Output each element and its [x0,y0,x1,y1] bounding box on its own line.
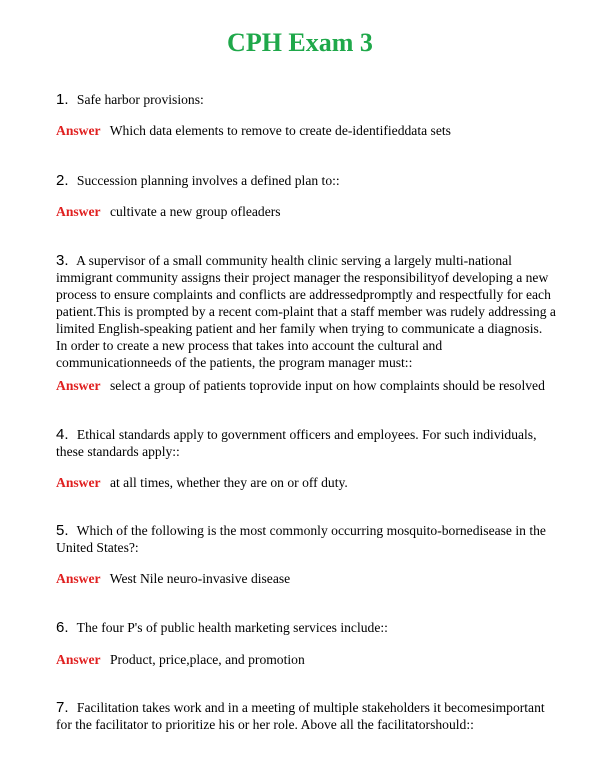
question-text: The four P's of public health marketing services include:: [76,620,388,635]
question-7 [56,699,556,733]
question-1 [56,91,556,108]
question-number: 5. [56,522,69,539]
answer-text: at all times, whether they are on or off duty. [109,475,348,490]
answer-label: Answer [56,571,101,586]
question-6 [56,619,556,636]
question-2 [56,172,556,189]
question-text: Which of the following is the most commonly occurring mosquito-bornedisease in the United States?: [56,523,546,555]
answer-label: Answer [56,652,101,667]
question-text: Succession planning involves a defined plan to:: [76,173,340,188]
answer-text: cultivate a new group ofleaders [109,204,281,219]
question-number: 4. [56,426,69,443]
question-text: Facilitation takes work and in a meeting of multiple stakeholders it becomesimportant for the facilitator to prioritize his or her role. Above all the facilitatorshould:: [56,700,545,732]
answer-6 [56,651,576,668]
question-4 [56,426,556,460]
question-text: Ethical standards apply to government officers and employees. For such individuals, these standards apply:: [56,427,537,459]
answer-label: Answer [56,204,101,219]
answer-text: select a group of patients toprovide input on how complaints should be resolved [109,378,545,393]
question-number: 3. [56,252,69,269]
answer-label: Answer [56,378,101,393]
question-number: 6. [56,619,69,636]
answer-text: West Nile neuro-invasive disease [109,571,291,586]
question-3 [56,252,556,371]
answer-2 [56,203,576,220]
answer-4 [56,474,576,491]
answer-label: Answer [56,475,101,490]
answer-text: Which data elements to remove to create de-identifieddata sets [109,123,451,138]
page-title: CPH Exam 3 [227,28,373,57]
question-number: 2. [56,172,69,189]
answer-label: Answer [56,123,101,138]
answer-5 [56,570,576,587]
question-number: 1. [56,91,69,108]
answer-text: Product, price,place, and promotion [109,652,305,667]
question-text: Safe harbor provisions: [76,92,204,107]
question-text: A supervisor of a small community health clinic serving a largely multi-national immigrant community assigns their project manager the responsibilityof developing a new process to ensure complaints and conflicts are addressedpromptly and respectfully for each patient.This is prompted by a recent com-plaint that a staff member was rudely addressing a limited English-speaking patient and her family when trying to communicate a diagnosis. In order to create a new process that takes into account the cultural and communicationneeds of the patients, the program manager must:: [56,253,556,370]
question-5 [56,522,556,556]
answer-1 [56,122,576,139]
question-number: 7. [56,699,69,716]
answer-3 [56,377,576,394]
